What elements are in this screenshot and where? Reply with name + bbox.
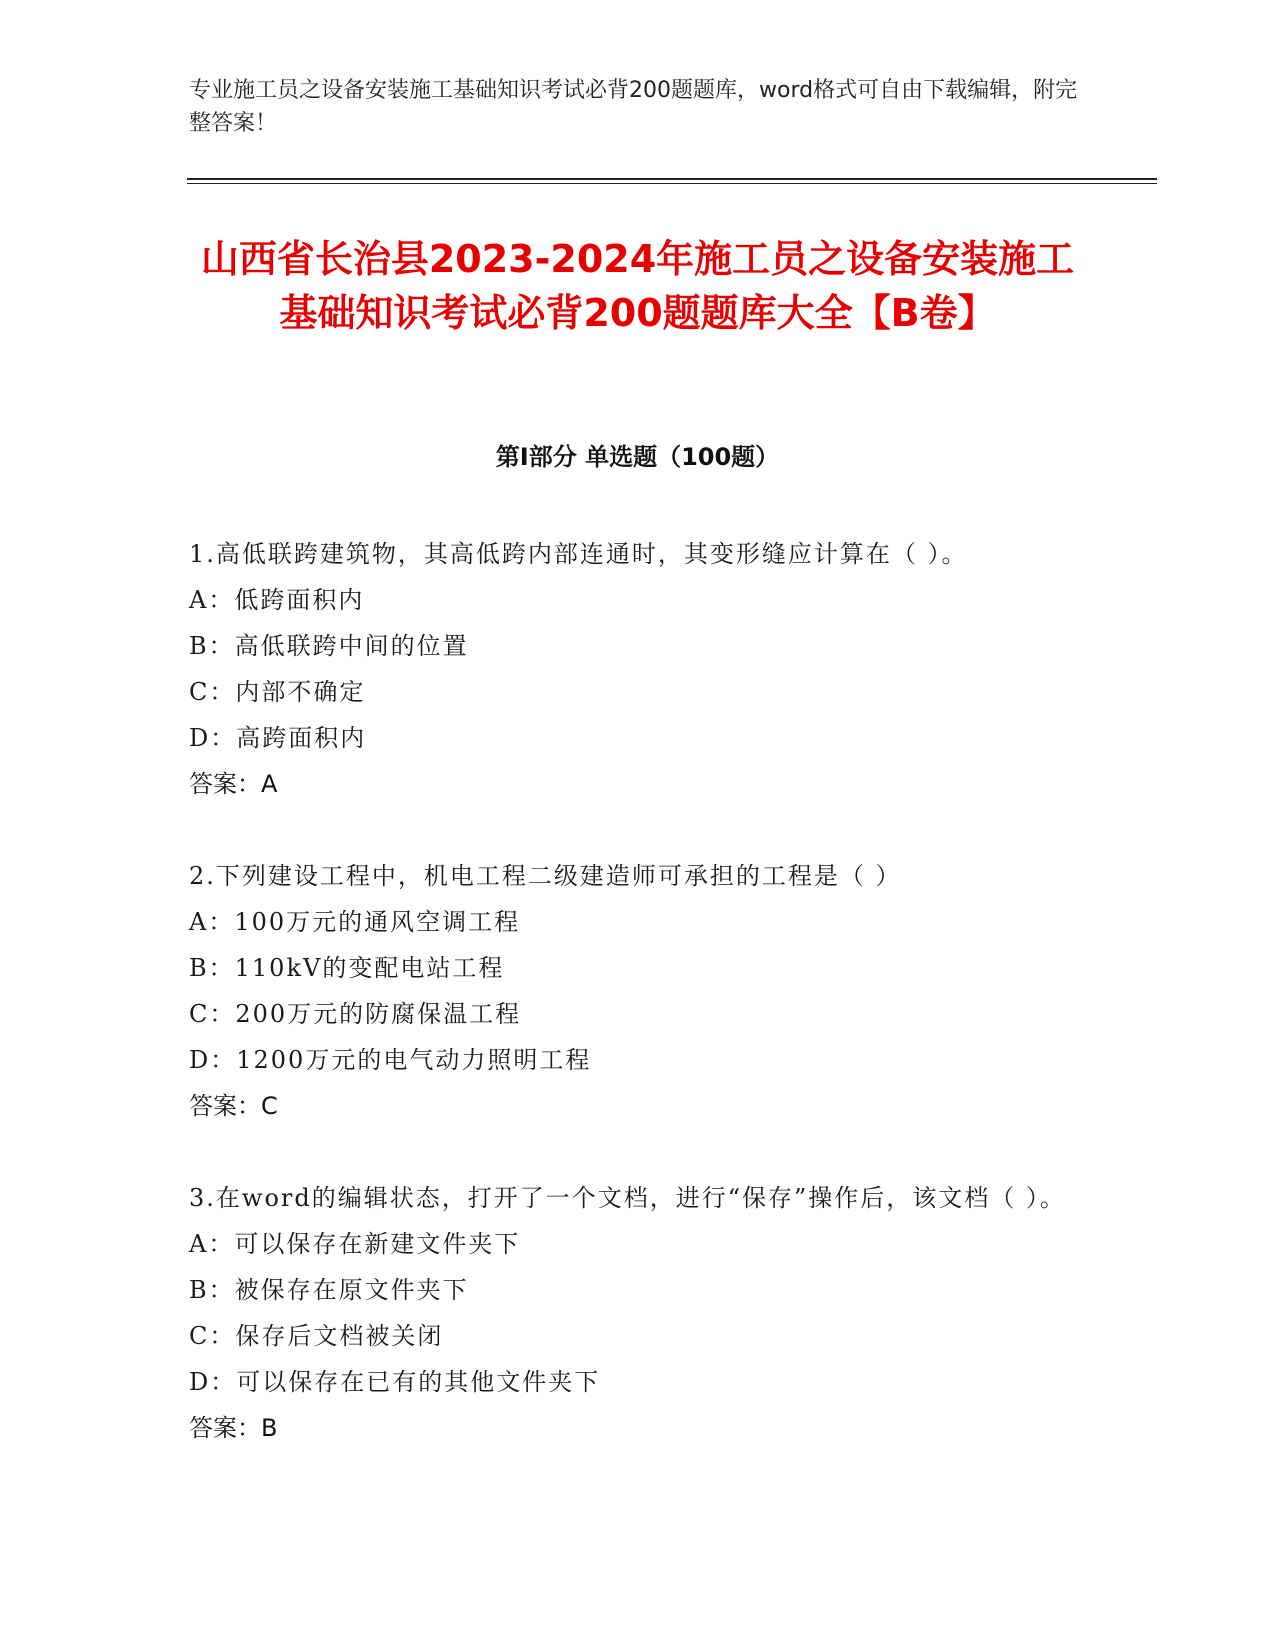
question-stem: 1.高低联跨建筑物，其高低跨内部连通时，其变形缝应计算在（ ）。 [189,540,968,568]
option-c: C：内部不确定 [189,678,366,706]
question-item [189,853,1089,1129]
header-rule-thick [187,178,1157,180]
question-stem: 2.下列建设工程中，机电工程二级建造师可承担的工程是（ ） [189,862,902,890]
option-b: B：110kV的变配电站工程 [189,954,505,982]
option-c: C：保存后文档被关闭 [189,1322,444,1350]
answer-line: 答案：C [189,1092,278,1120]
option-a: A：100万元的通风空调工程 [189,908,521,936]
answer-line: 答案：A [189,770,278,798]
question-stem: 3.在word的编辑状态，打开了一个文档，进行“保存”操作后，该文档（ ）。 [189,1184,1066,1212]
option-b: B：高低联跨中间的位置 [189,632,469,660]
option-a: A：低跨面积内 [189,586,365,614]
option-d: D：1200万元的电气动力照明工程 [189,1046,592,1074]
answer-line: 答案：B [189,1414,278,1442]
section-heading: 第I部分 单选题（100题） [495,443,780,471]
option-d: D：高跨面积内 [189,724,367,752]
option-c: C：200万元的防腐保温工程 [189,1000,522,1028]
question-item [189,531,1089,807]
header-rule-thin [187,183,1157,184]
option-d: D：可以保存在已有的其他文件夹下 [189,1368,601,1396]
option-b: B：被保存在原文件夹下 [189,1276,469,1304]
question-item [189,1175,1089,1451]
question-list [189,531,1089,1497]
header-note: 专业施工员之设备安装施工基础知识考试必背200题题库，word格式可自由下载编辑，附完整答案！ [189,78,1078,136]
document-title: 山西省长治县2023-2024年施工员之设备安装施工基础知识考试必背200题题库大全【B卷】 [200,237,1075,335]
option-a: A：可以保存在新建文件夹下 [189,1230,521,1258]
